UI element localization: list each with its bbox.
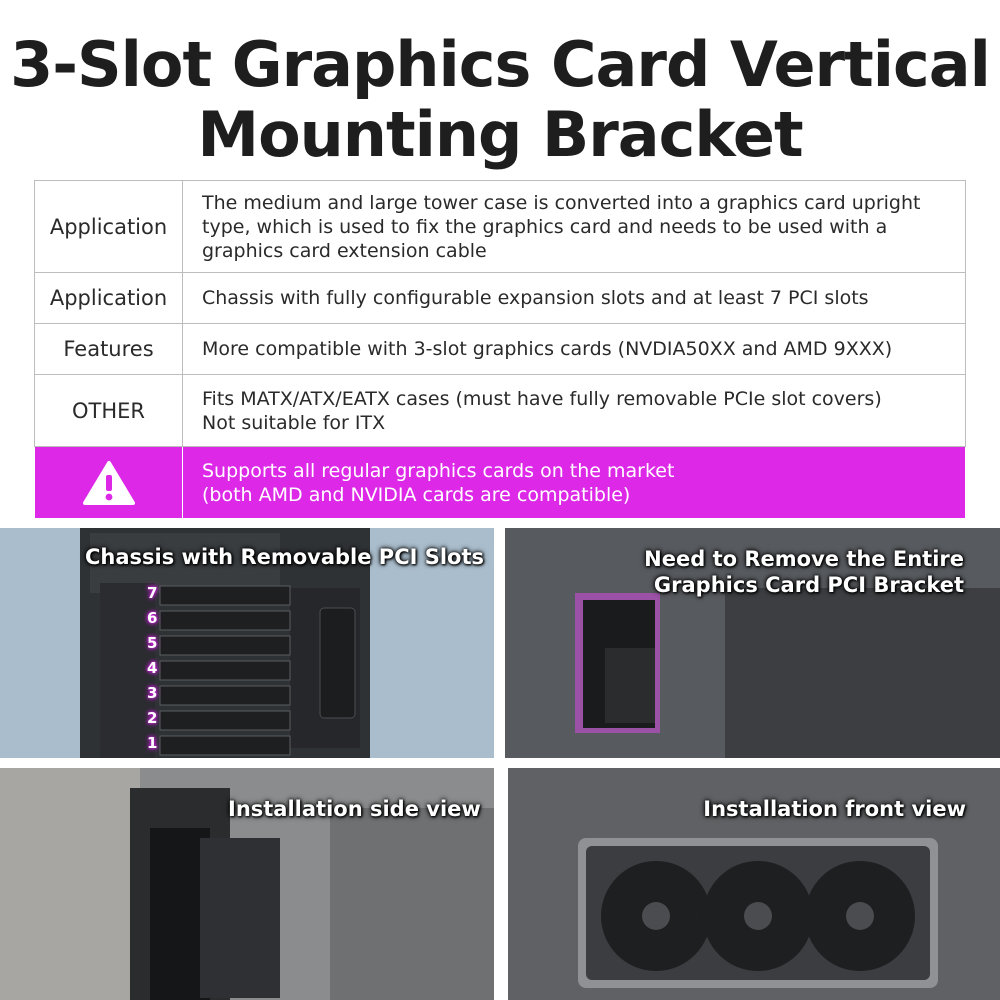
spec-table [34, 180, 966, 519]
row-value-line: type, which is used to fix the graphics card and needs to be used with a [202, 215, 888, 238]
caption-line: Need to Remove the Entire [644, 547, 964, 571]
table-row [35, 375, 966, 447]
slot-number: 6 [147, 609, 158, 627]
slot-number: 2 [147, 709, 158, 727]
row-value-line: Not suitable for ITX [202, 411, 386, 434]
highlight-row [35, 447, 966, 519]
warning-cell [35, 447, 183, 519]
row-value-line: (both AMD and NVIDIA cards are compatible) [202, 483, 631, 506]
row-value-line: Supports all regular graphics cards on the market [202, 459, 675, 482]
table-row [35, 181, 966, 273]
bracket-removal-caption [644, 546, 964, 598]
row-label: Application [35, 181, 183, 273]
row-value [183, 375, 966, 447]
table-row [35, 324, 966, 375]
row-label: OTHER [35, 375, 183, 447]
row-label: Features [35, 324, 183, 375]
front-view-caption: Installation front view [703, 797, 966, 821]
slot-number: 5 [147, 634, 158, 652]
row-value-line: More compatible with 3-slot graphics cards (NVDIA50XX and AMD 9XXX) [202, 338, 893, 360]
chassis-photo [0, 528, 494, 758]
row-label: Application [35, 273, 183, 324]
side-view-caption: Installation side view [228, 797, 481, 821]
row-value [183, 181, 966, 273]
page-title [0, 30, 1000, 170]
row-value [183, 324, 966, 375]
warning-icon [83, 460, 135, 506]
row-value-line: Chassis with fully configurable expansion slots and at least 7 PCI slots [202, 287, 869, 309]
table-row [35, 273, 966, 324]
side-view-photo [0, 768, 494, 1000]
row-value [183, 273, 966, 324]
slot-number: 1 [147, 734, 158, 752]
slot-number: 4 [147, 659, 158, 677]
title-line-2: Mounting Bracket [197, 98, 803, 171]
title-line-1: 3-Slot Graphics Card Vertical [10, 28, 990, 101]
row-value [183, 447, 966, 519]
slot-number: 3 [147, 684, 158, 702]
row-value-line: graphics card extension cable [202, 239, 487, 262]
bracket-removal-photo [505, 528, 1000, 758]
slot-number: 7 [147, 584, 158, 602]
caption-line: Graphics Card PCI Bracket [653, 573, 964, 597]
chassis-caption: Chassis with Removable PCI Slots [85, 545, 485, 569]
front-view-photo [508, 768, 1000, 1000]
row-value-line: The medium and large tower case is converted into a graphics card upright [202, 191, 921, 214]
row-value-line: Fits MATX/ATX/EATX cases (must have fully removable PCIe slot covers) [202, 387, 882, 410]
